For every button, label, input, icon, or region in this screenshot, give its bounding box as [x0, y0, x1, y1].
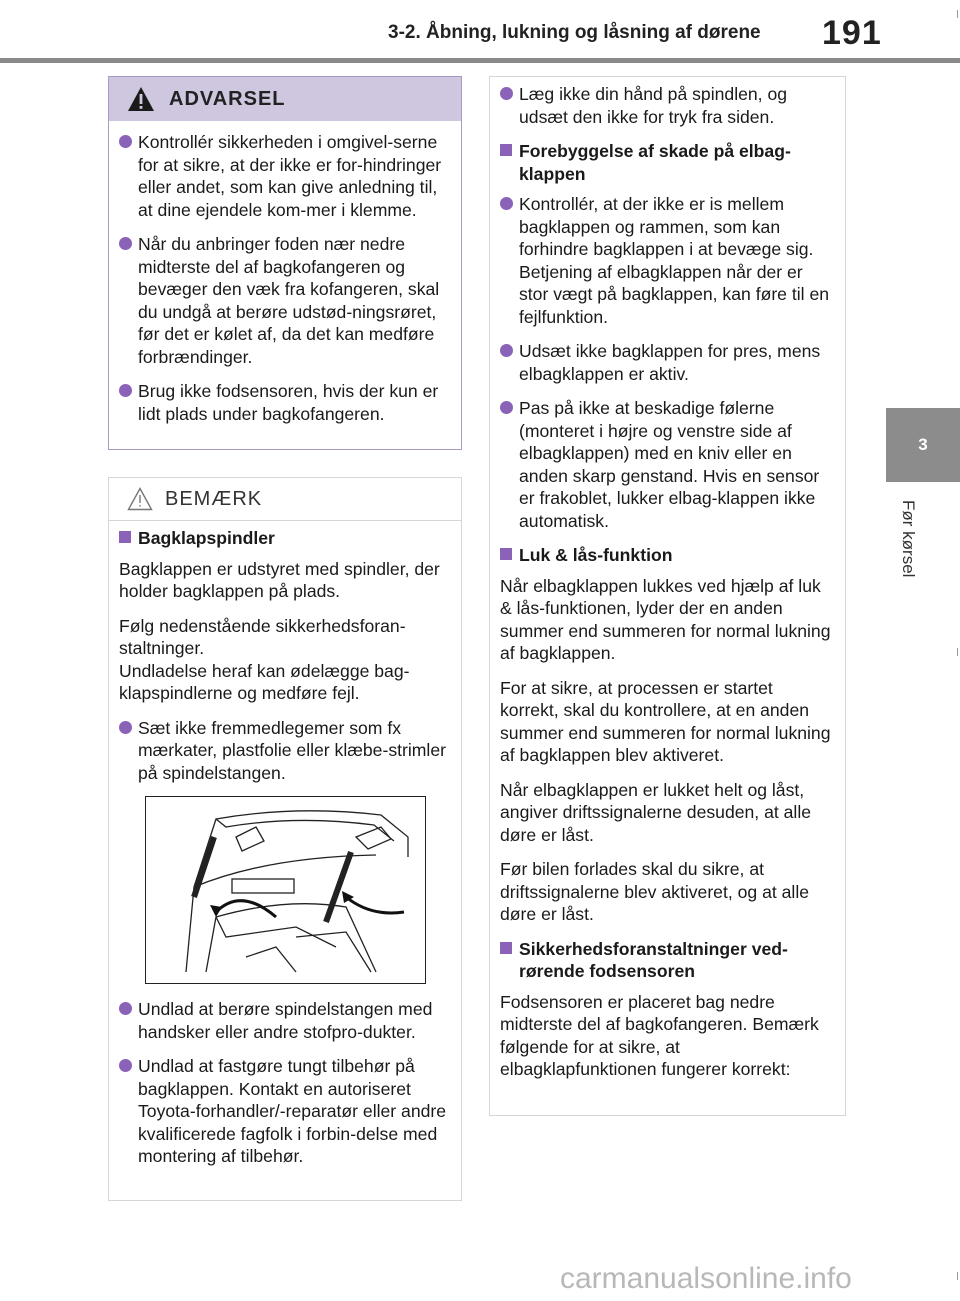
list-item: Kontrollér, at der ikke er is mellem bagklappen og rammen, som kan forhindre bagklappen i at bevæge sig. Betjening af elbagklappen når der er stor vægt på bagklappen, kan føre til en fejlfunktion.	[500, 193, 835, 328]
tailgate-strut-illustration	[145, 796, 426, 984]
section-square-icon	[500, 144, 512, 156]
note-continuation-box	[489, 76, 846, 1116]
chapter-tab	[886, 408, 960, 482]
section-heading: Forebyggelse af skade på elbag-klappen	[500, 140, 835, 185]
chapter-label	[888, 500, 928, 620]
crop-mark	[957, 10, 958, 18]
header-rule	[0, 58, 960, 63]
bullet-icon	[119, 384, 132, 397]
crop-mark	[957, 1272, 958, 1280]
list-item: Undlad at fastgøre tungt tilbehør på bagklappen. Kontakt en autoriseret Toyota-forhandler/-reparatør eller andre kvalificerede fagfolk i forbin-delse med montering af tilbehør.	[119, 1055, 451, 1168]
list-item: Udsæt ikke bagklappen for pres, mens elbagklappen er aktiv.	[500, 340, 835, 385]
section-heading: Bagklapspindler	[119, 527, 451, 550]
paragraph: Når elbagklappen lukkes ved hjælp af luk & lås-funktionen, lyder der en anden summer end summeren for normal lukning af bagklappen.	[500, 575, 831, 663]
bullet-icon	[500, 87, 513, 100]
bullet-icon	[119, 721, 132, 734]
page-number: 191	[822, 14, 882, 52]
bullet-icon	[119, 135, 132, 148]
bullet-icon	[119, 237, 132, 250]
bullet-icon	[500, 197, 513, 210]
list-item: Pas på ikke at beskadige følerne (monteret i højre og venstre side af elbagklappen) med en kniv eller en anden skarp genstand. Hvis en sensor er frakoblet, lukker elbag-klappen ikke automatisk.	[500, 397, 835, 532]
paragraph: Følg nedenstående sikkerhedsforan-staltninger. Undladelse heraf kan ødelægge bag-klapspindlerne og medføre fejl.	[119, 615, 410, 703]
warning-title: ADVARSEL	[169, 87, 286, 110]
bullet-icon	[119, 1059, 132, 1072]
warning-box	[108, 76, 462, 450]
bullet-icon	[119, 1002, 132, 1015]
list-item: Brug ikke fodsensoren, hvis der kun er lidt plads under bagkofangeren.	[119, 380, 451, 425]
chapter-label-text: Før kørsel	[899, 500, 918, 578]
list-item: Sæt ikke fremmedlegemer som fx mærkater, plastfolie eller klæbe-strimler på spindelstangen.	[119, 717, 451, 785]
section-square-icon	[500, 942, 512, 954]
paragraph: Før bilen forlades skal du sikre, at driftssignalerne blev aktiveret, og at alle døre er låst.	[500, 859, 810, 924]
tailgate-illustration-icon	[146, 797, 424, 982]
list-item: Når du anbringer foden nær nedre midterste del af bagkofangeren og bevæger den væk fra kofangeren, skal du undgå at berøre udstød-ningsrøret, før det er kølet af, da det kan medføre forbrændinger.	[119, 233, 451, 368]
section-square-icon	[119, 531, 131, 543]
note-header	[109, 478, 461, 521]
list-item: Kontrollér sikkerheden i omgivel-serne for at sikre, at der ikke er for-hindringer eller andet, som kan give anledning til, at dine ejendele kom-mer i klemme.	[119, 131, 451, 221]
section-square-icon	[500, 548, 512, 560]
section-heading: Luk & lås-funktion	[500, 544, 835, 567]
bullet-icon	[500, 401, 513, 414]
chapter-number: 3	[918, 435, 928, 454]
note-box	[108, 477, 462, 1201]
bullet-icon	[500, 344, 513, 357]
caution-outline-icon	[127, 487, 153, 511]
list-item: Læg ikke din hånd på spindlen, og udsæt den ikke for tryk fra siden.	[500, 83, 835, 128]
paragraph: Bagklappen er udstyret med spindler, der holder bagklappen på plads.	[119, 558, 440, 601]
paragraph: For at sikre, at processen er startet korrekt, skal du kontrollere, at en anden summer end summeren for normal lukning af bagklappen blev aktiveret.	[500, 677, 831, 765]
list-item: Undlad at berøre spindelstangen med handsker eller andre stofpro-dukter.	[119, 998, 451, 1043]
paragraph: Når elbagklappen er lukket helt og låst, angiver driftssignalerne desuden, at alle døre er låst.	[500, 779, 812, 845]
watermark: carmanualsonline.info	[560, 1262, 852, 1295]
paragraph: Fodsensoren er placeret bag nedre midterste del af bagkofangeren. Bemærk følgende for at sikre, at elbagklapfunktionen fungerer korrekt:	[500, 991, 819, 1079]
note-title: BEMÆRK	[165, 487, 263, 510]
header-title: 3-2. Åbning, lukning og låsning af dørene	[388, 22, 761, 43]
section-heading: Sikkerhedsforanstaltninger ved-rørende fodsensoren	[500, 938, 835, 983]
warning-icon	[127, 86, 155, 112]
warning-header	[109, 77, 461, 121]
crop-mark	[957, 648, 958, 656]
